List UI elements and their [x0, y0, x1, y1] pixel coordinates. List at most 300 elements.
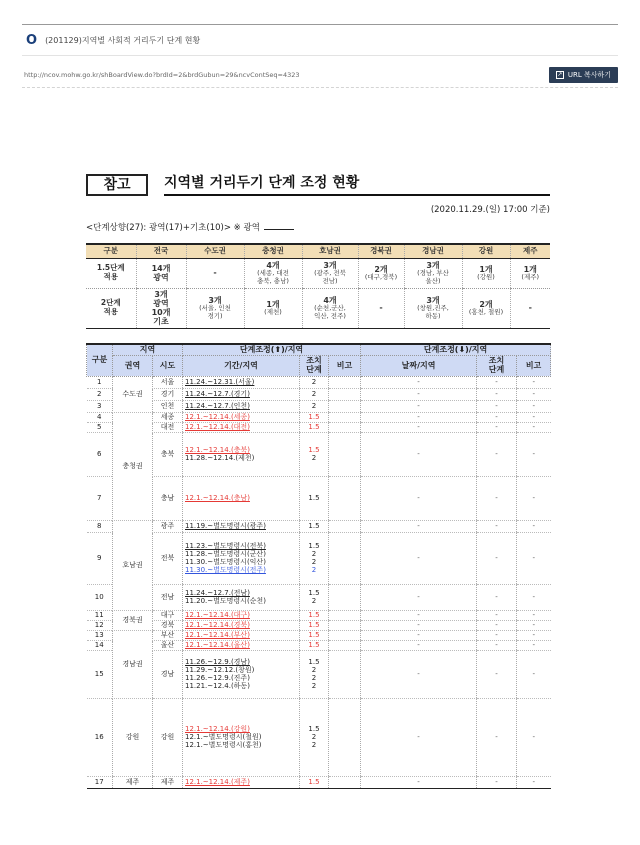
- summary-cell-count: 1개: [479, 264, 493, 274]
- row-level-down: -: [477, 650, 517, 698]
- row-number: 5: [87, 422, 113, 432]
- row-note: [329, 388, 361, 400]
- row-date-down: -: [361, 376, 477, 388]
- row-note-down: -: [517, 698, 551, 776]
- level-value: 2: [311, 597, 317, 606]
- row-note: [329, 776, 361, 788]
- level-value: 2: [311, 674, 317, 683]
- summary-row-label: 1.5단계 적용: [86, 258, 136, 288]
- summary-col-header: 경남권: [404, 244, 462, 258]
- row-number: 13: [87, 630, 113, 640]
- row-sido: 인천: [153, 400, 183, 412]
- row-number: 14: [87, 640, 113, 650]
- level-value: 1.5: [308, 413, 320, 422]
- level-value: 2: [311, 666, 317, 675]
- row-period: [183, 584, 300, 610]
- period-line: 11.26.~12.9.(경남): [185, 658, 250, 667]
- row-sido: 충북: [153, 432, 183, 476]
- row-number: 7: [87, 476, 113, 520]
- row-date-down: -: [361, 422, 477, 432]
- summary-cell: [186, 288, 244, 328]
- summary-cell-count: 3개: [208, 295, 222, 305]
- row-period: [183, 640, 300, 650]
- row-note-down: -: [517, 532, 551, 584]
- row-note-down: -: [517, 630, 551, 640]
- row-date-down: -: [361, 640, 477, 650]
- row-level-down: -: [477, 776, 517, 788]
- row-level: [300, 584, 329, 610]
- row-note-down: -: [517, 650, 551, 698]
- level-value: 1.5: [308, 611, 320, 620]
- period-line: 12.1.~12.14.(경북): [185, 621, 250, 630]
- row-level: [300, 376, 329, 388]
- col-sido: 시도: [153, 356, 183, 377]
- region-row: [87, 422, 551, 432]
- summary-row: [86, 288, 550, 328]
- row-note-down: -: [517, 520, 551, 532]
- row-date-down: -: [361, 584, 477, 610]
- level-value: 2: [311, 566, 317, 575]
- row-number: 9: [87, 532, 113, 584]
- summary-cell-count: 2개: [374, 264, 388, 274]
- period-line: 12.1.~12.14.(세종): [185, 413, 250, 422]
- level-value: 1.5: [308, 542, 320, 551]
- row-number: 12: [87, 620, 113, 630]
- row-sido: 경남: [153, 650, 183, 698]
- col-level-down: 조치 단계: [477, 356, 517, 377]
- row-level: [300, 532, 329, 584]
- row-note: [329, 422, 361, 432]
- summary-cell-regions: (대구,경북): [364, 272, 398, 281]
- row-level: [300, 388, 329, 400]
- period-line: 12.1.~12.14.(울산): [185, 641, 250, 650]
- period-line: 12.1.~12.14.(부산): [185, 631, 250, 640]
- row-number: 17: [87, 776, 113, 788]
- level-value: 2: [311, 741, 317, 750]
- region-row: [87, 532, 551, 584]
- region-row: [87, 584, 551, 610]
- row-number: 3: [87, 400, 113, 412]
- period-line: 11.20.~별도명령시(순천): [185, 597, 266, 606]
- row-period: [183, 376, 300, 388]
- row-level: [300, 412, 329, 422]
- row-level: [300, 520, 329, 532]
- row-level-down: -: [477, 610, 517, 620]
- period-line: 11.24.~12.7.(인천): [185, 402, 250, 411]
- summary-col-header: 수도권: [186, 244, 244, 258]
- row-sido: 제주: [153, 776, 183, 788]
- doc-title: 지역별 거리두기 단계 조정 현황: [164, 172, 550, 196]
- row-period: [183, 620, 300, 630]
- summary-cell-regions: (제주): [521, 272, 540, 281]
- row-sido: 서울: [153, 376, 183, 388]
- row-number: 16: [87, 698, 113, 776]
- region-row: [87, 620, 551, 630]
- row-note: [329, 698, 361, 776]
- row-area: 경북권: [113, 610, 153, 630]
- period-line: 11.29.~12.12.(창원): [185, 666, 255, 675]
- summary-table-header: [86, 244, 550, 258]
- row-note: [329, 650, 361, 698]
- summary-cell-regions: (창원,진주, 하동): [417, 304, 449, 320]
- row-level-down: -: [477, 432, 517, 476]
- row-period: [183, 520, 300, 532]
- period-line: 12.1.~12.14.(대전): [185, 423, 250, 432]
- row-level-down: -: [477, 476, 517, 520]
- level-value: 2: [311, 682, 317, 691]
- period-line: 12.1.~12.14.(충북): [185, 446, 250, 455]
- row-note: [329, 630, 361, 640]
- row-note-down: -: [517, 388, 551, 400]
- post-title-bar: [22, 24, 618, 56]
- row-number: 11: [87, 610, 113, 620]
- row-level: [300, 640, 329, 650]
- copy-url-label: URL 복사하기: [567, 70, 611, 79]
- row-date-down: -: [361, 412, 477, 422]
- row-level-down: -: [477, 620, 517, 630]
- level-value: 2: [311, 390, 317, 399]
- region-row: [87, 640, 551, 650]
- region-table: [86, 343, 551, 789]
- summary-cell: [302, 258, 358, 288]
- col-down-group: 단계조정(⬇)/지역: [361, 344, 551, 356]
- summary-cell: [358, 258, 404, 288]
- row-area: 호남권: [113, 520, 153, 610]
- period-line: 11.23.~별도명령시(전북): [185, 542, 266, 551]
- summary-cell-regions: (광주, 전북 전남): [314, 269, 346, 285]
- region-row: [87, 476, 551, 520]
- level-value: 1.5: [308, 778, 320, 787]
- period-line: 11.24.~12.7.(전남): [185, 589, 250, 598]
- row-number: 8: [87, 520, 113, 532]
- row-level-down: -: [477, 584, 517, 610]
- summary-cell-count: 3개 광역 10개 기초: [151, 289, 171, 327]
- period-line: 11.24.~12.31.(서울): [185, 378, 255, 387]
- row-note: [329, 376, 361, 388]
- summary-cell: [404, 258, 462, 288]
- doc-tag: 참고: [86, 174, 148, 196]
- row-date-down: -: [361, 476, 477, 520]
- row-note: [329, 412, 361, 422]
- row-note-down: -: [517, 476, 551, 520]
- url-row: [22, 62, 618, 88]
- row-note-down: -: [517, 610, 551, 620]
- row-date-down: -: [361, 776, 477, 788]
- summary-cell-regions: (세종, 대전 충북, 충남): [257, 269, 289, 285]
- level-value: 1.5: [308, 423, 320, 432]
- row-sido: 전남: [153, 584, 183, 610]
- doc-summary: [86, 221, 550, 233]
- post-title: (201129)지역별 사회적 거리두기 단계 현황: [45, 35, 201, 45]
- level-value: 2: [311, 402, 317, 411]
- period-line: 12.1.~12.14.(충남): [185, 494, 250, 503]
- row-period: [183, 698, 300, 776]
- document-image: [86, 172, 550, 789]
- row-level-down: -: [477, 376, 517, 388]
- summary-cell-count: 14개 광역: [151, 263, 171, 282]
- summary-col-header: 전국: [136, 244, 186, 258]
- region-row: [87, 650, 551, 698]
- summary-cell-regions: (강원): [477, 272, 495, 281]
- row-sido: 부산: [153, 630, 183, 640]
- summary-col-header: 충청권: [244, 244, 302, 258]
- summary-cell: [510, 288, 550, 328]
- level-value: 1.5: [308, 621, 320, 630]
- row-number: 10: [87, 584, 113, 610]
- copy-url-button[interactable]: [549, 67, 618, 83]
- row-level: [300, 400, 329, 412]
- summary-cell-count: -: [528, 303, 532, 313]
- row-level: [300, 422, 329, 432]
- row-period: [183, 610, 300, 620]
- row-number: 6: [87, 432, 113, 476]
- row-period: [183, 432, 300, 476]
- row-note: [329, 432, 361, 476]
- level-value: 1.5: [308, 641, 320, 650]
- row-level: [300, 698, 329, 776]
- period-line: 11.28.~별도명령시(군산): [185, 550, 266, 559]
- period-line: 11.19.~별도명령시(광주): [185, 522, 266, 531]
- summary-cell-count: 3개: [426, 295, 440, 305]
- col-period: 기간/지역: [183, 356, 300, 377]
- level-value: 1.5: [308, 522, 320, 531]
- row-number: 4: [87, 412, 113, 422]
- row-level: [300, 476, 329, 520]
- summary-cell-count: 1개: [266, 299, 280, 309]
- row-note-down: -: [517, 776, 551, 788]
- row-date-down: -: [361, 432, 477, 476]
- summary-col-header: 경북권: [358, 244, 404, 258]
- summary-cell-count: -: [213, 268, 217, 278]
- period-line: 11.24.~12.7.(경기): [185, 390, 250, 399]
- level-value: 2: [311, 558, 317, 567]
- row-date-down: -: [361, 520, 477, 532]
- row-note: [329, 400, 361, 412]
- row-level: [300, 432, 329, 476]
- row-note-down: -: [517, 432, 551, 476]
- summary-cell: [244, 288, 302, 328]
- row-period: [183, 630, 300, 640]
- row-period: [183, 776, 300, 788]
- row-level-down: -: [477, 400, 517, 412]
- row-level-down: -: [477, 698, 517, 776]
- row-number: 2: [87, 388, 113, 400]
- row-level: [300, 776, 329, 788]
- row-sido: 강원: [153, 698, 183, 776]
- summary-table-body: [86, 258, 550, 328]
- row-period: [183, 422, 300, 432]
- row-level: [300, 650, 329, 698]
- level-value: 1.5: [308, 589, 320, 598]
- summary-cell-regions: (경남, 부산 울산): [417, 269, 449, 285]
- period-line: 12.1.~별도명령시(홍천): [185, 741, 262, 750]
- row-note-down: -: [517, 400, 551, 412]
- region-row: [87, 698, 551, 776]
- region-row: [87, 376, 551, 388]
- row-note: [329, 640, 361, 650]
- row-number: 15: [87, 650, 113, 698]
- summary-cell-count: 3개: [426, 260, 440, 270]
- row-note: [329, 620, 361, 630]
- row-note-down: -: [517, 620, 551, 630]
- row-date-down: -: [361, 620, 477, 630]
- summary-cell: [510, 258, 550, 288]
- period-line: 11.26.~12.9.(진주): [185, 674, 250, 683]
- row-note: [329, 532, 361, 584]
- period-line: 11.30.~별도명령시(익산): [185, 558, 266, 567]
- row-period: [183, 532, 300, 584]
- col-note: 비고: [329, 356, 361, 377]
- region-row: [87, 776, 551, 788]
- row-level: [300, 630, 329, 640]
- row-note-down: -: [517, 422, 551, 432]
- summary-cell: [462, 258, 510, 288]
- doc-date: (2020.11.29.(일) 17:00 기준): [430, 205, 550, 215]
- summary-cell: [186, 258, 244, 288]
- period-line: 12.1.~12.14.(대구): [185, 611, 250, 620]
- row-sido: 대전: [153, 422, 183, 432]
- summary-cell-regions: (홍천, 철원): [468, 307, 504, 316]
- summary-cell: [244, 258, 302, 288]
- row-period: [183, 400, 300, 412]
- row-period: [183, 412, 300, 422]
- row-note: [329, 610, 361, 620]
- period-line: 12.1.~별도명령시(철원): [185, 733, 262, 742]
- row-period: [183, 388, 300, 400]
- post-bullet-icon: O: [26, 32, 38, 48]
- row-period: [183, 650, 300, 698]
- summary-col-header: 호남권: [302, 244, 358, 258]
- region-row: [87, 432, 551, 476]
- row-sido: 세종: [153, 412, 183, 422]
- summary-row: [86, 258, 550, 288]
- level-value: 1.5: [308, 446, 320, 455]
- summary-cell-count: -: [379, 303, 383, 313]
- col-level: 조치 단계: [300, 356, 329, 377]
- period-line: 12.1.~12.14.(제주): [185, 778, 250, 787]
- row-sido: 광주: [153, 520, 183, 532]
- doc-heading: [86, 172, 550, 196]
- row-area: 경남권: [113, 630, 153, 698]
- summary-cell-regions: (순천,군산, 익산, 전주): [314, 304, 346, 320]
- period-line: 11.28.~12.14.(제천): [185, 454, 255, 463]
- row-area: 충청권: [113, 412, 153, 520]
- summary-cell-regions: (서울, 인천 경기): [199, 304, 231, 320]
- row-sido: 경기: [153, 388, 183, 400]
- summary-col-header: 강원: [462, 244, 510, 258]
- row-level: [300, 610, 329, 620]
- row-sido: 전북: [153, 532, 183, 584]
- summary-cell-count: 4개: [323, 295, 337, 305]
- row-date-down: -: [361, 630, 477, 640]
- summary-cell: [358, 288, 404, 328]
- summary-blank: [264, 229, 294, 230]
- row-note-down: -: [517, 584, 551, 610]
- row-date-down: -: [361, 532, 477, 584]
- summary-cell: [462, 288, 510, 328]
- region-row: [87, 400, 551, 412]
- summary-col-header: 제주: [510, 244, 550, 258]
- col-gubun: 구분: [87, 344, 113, 377]
- row-date-down: -: [361, 650, 477, 698]
- summary-cell: [136, 288, 186, 328]
- level-value: 1.5: [308, 494, 320, 503]
- row-note-down: -: [517, 376, 551, 388]
- row-area: 강원: [113, 698, 153, 776]
- row-note: [329, 476, 361, 520]
- row-level-down: -: [477, 412, 517, 422]
- summary-cell: [404, 288, 462, 328]
- row-date-down: -: [361, 698, 477, 776]
- external-link-icon: ↗: [557, 70, 563, 78]
- level-value: 1.5: [308, 658, 320, 667]
- row-number: 1: [87, 376, 113, 388]
- col-date: 날짜/지역: [361, 356, 477, 377]
- region-row: [87, 630, 551, 640]
- row-date-down: -: [361, 388, 477, 400]
- region-row: [87, 412, 551, 422]
- row-level-down: -: [477, 630, 517, 640]
- doc-summary-text: <단계상향(27): 광역(17)+기초(10)> ※ 광역: [86, 223, 260, 233]
- summary-cell-count: 4개: [266, 260, 280, 270]
- summary-row-label: 2단계 적용: [100, 298, 121, 316]
- row-level-down: -: [477, 640, 517, 650]
- region-row: [87, 388, 551, 400]
- row-note: [329, 520, 361, 532]
- row-note: [329, 584, 361, 610]
- row-date-down: -: [361, 610, 477, 620]
- level-value: 2: [311, 454, 317, 463]
- row-period: [183, 476, 300, 520]
- row-sido: 충남: [153, 476, 183, 520]
- row-level: [300, 620, 329, 630]
- post-url[interactable]: http://ncov.mohw.go.kr/shBoardView.do?brdId=2&brdGubun=29&ncvContSeq=4323: [24, 70, 300, 79]
- row-note-down: -: [517, 640, 551, 650]
- row-level-down: -: [477, 422, 517, 432]
- summary-table: [86, 243, 550, 329]
- summary-cell-regions: (제천): [264, 307, 282, 316]
- summary-col-header: 구분: [86, 244, 136, 258]
- summary-cell-count: 2개: [479, 299, 493, 309]
- row-area: 수도권: [113, 376, 153, 412]
- period-line: 12.1.~12.14.(강원): [185, 725, 250, 734]
- level-value: 2: [311, 378, 317, 387]
- row-note-down: -: [517, 412, 551, 422]
- col-note-down: 비고: [517, 356, 551, 377]
- summary-cell: [302, 288, 358, 328]
- summary-cell-count: 3개: [323, 260, 337, 270]
- period-line: 11.21.~12.4.(하동): [185, 682, 250, 691]
- row-area: 제주: [113, 776, 153, 788]
- row-date-down: -: [361, 400, 477, 412]
- level-value: 2: [311, 550, 317, 559]
- row-sido: 경북: [153, 620, 183, 630]
- level-value: 1.5: [308, 631, 320, 640]
- region-table-body: [87, 376, 551, 788]
- col-area: 권역: [113, 356, 153, 377]
- col-up-group: 단계조정(⬆)/지역: [183, 344, 361, 356]
- level-value: 1.5: [308, 725, 320, 734]
- period-line: 11.30.~별도명령시(전주): [185, 566, 266, 575]
- summary-cell-count: 1개: [523, 264, 537, 274]
- region-row: [87, 520, 551, 532]
- row-level-down: -: [477, 520, 517, 532]
- level-value: 2: [311, 733, 317, 742]
- col-region-group: 지역: [113, 344, 183, 356]
- region-row: [87, 610, 551, 620]
- summary-cell: [136, 258, 186, 288]
- row-level-down: -: [477, 388, 517, 400]
